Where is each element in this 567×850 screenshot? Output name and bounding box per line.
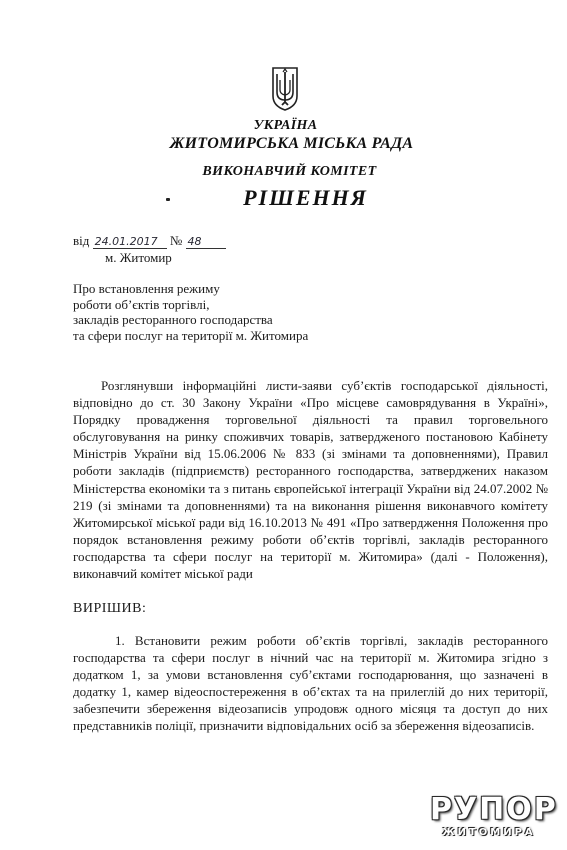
date-prefix: від [73,233,90,248]
committee-heading: ВИКОНАВЧИЙ КОМІТЕТ [202,164,377,179]
watermark-subtitle: ЖИТОМИРА [442,827,536,838]
subject-line: та сфери послуг на території м. Житомира [73,327,309,343]
preamble-paragraph: Розглянувши інформаційні листи-заяви суб’єктів господарської діяльності, відповідно до ст. 30 Закону України «Про місцеве самоврядування в Україні», Порядку провадження торговельної діяльності та правил торговельного обслуговування на ринку споживчих товарів, затвердженого постановою Кабінету Міністрів України від 15.06.2006 № 833 (зі змінами та доповненнями), Правил роботи закладів (підприємств) ресторанного господарства, затверджених наказом Міністерства економіки та з питань європейської інтеграції України від 24.07.2002 № 219 (зі змінами та доповненнями) та на виконання рішення виконавчого комітету Житомирської міської ради від 16.10.2013 № 491 «Про затвердження Положення про порядок встановлення режиму роботи об’єктів торгівлі, закладів ресторанного господарства та сфери послуг на території м. Житомира» (далі - Положення), виконавчий комітет міської ради [73,378,548,582]
resolve-heading: ВИРІШИВ: [73,601,147,616]
council-heading: ЖИТОМИРСЬКА МІСЬКА РАДА [169,135,414,152]
number-value: 48 [186,235,226,249]
country-heading: УКРАЇНА [253,118,318,133]
document-type-title: РІШЕННЯ [243,185,368,210]
date-number-line [73,233,226,249]
subject-block [73,281,308,343]
clause-1-paragraph: 1. Встановити режим роботи об’єктів торгівлі, закладів ресторанного господарства та сфери послуг в нічний час на території м. Житомира згідно з додатком 1, за умови встановлення суб’єктами господарювання, що зазначені в додатку 1, камер відеоспостереження в об’єктах та на прилеглій до них території, забезпечити збереження відеозаписів упродовж одного місяця та доступ до них представників поліції, призначити відповідальних осіб за збереження відеозаписів. [73,633,548,734]
city-line: м. Житомир [105,250,172,265]
number-prefix: № [169,233,183,248]
date-value: 24.01.2017 [93,235,167,249]
ink-dot [166,198,170,201]
rupor-watermark-logo [430,792,558,840]
subject-line: закладів ресторанного господарства [73,312,273,328]
trident-coat-of-arms-icon [271,66,299,112]
subject-line: Про встановлення режиму [73,281,220,296]
subject-line: роботи об’єктів торгівлі, [73,296,210,312]
watermark-title: РУПОР [430,792,558,827]
